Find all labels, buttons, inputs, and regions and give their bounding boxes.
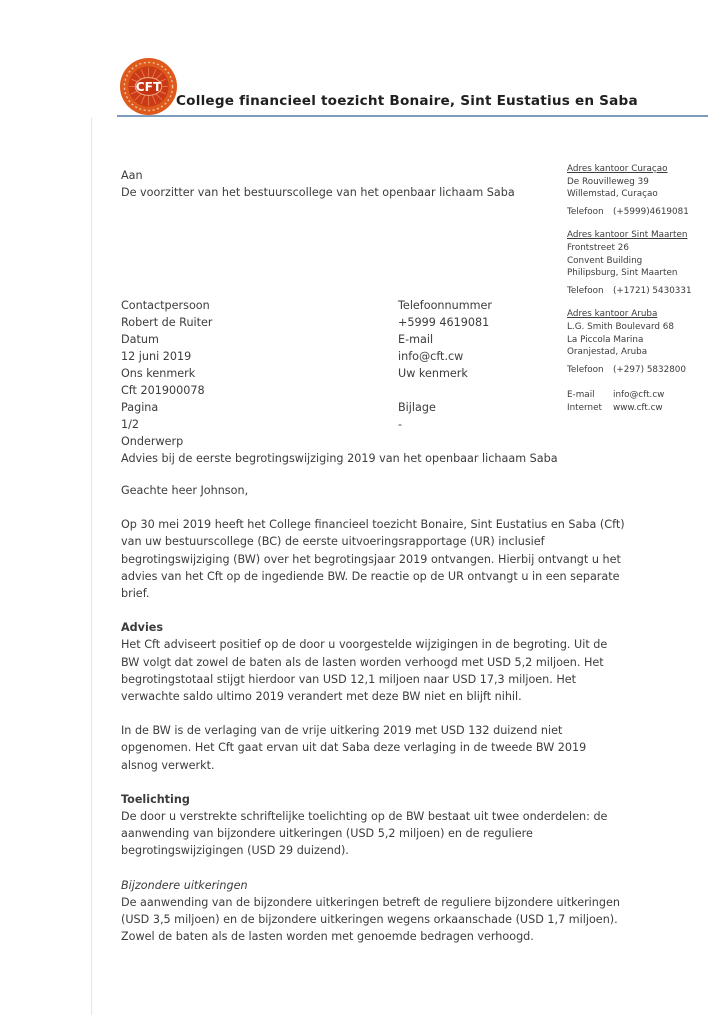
office-address-line: L.G. Smith Boulevard 68	[567, 321, 675, 332]
meta-label: Ons kenmerk	[121, 367, 196, 380]
email-label: E-mail	[567, 390, 595, 401]
office-address-line: Frontstreet 26	[567, 242, 629, 253]
subject-label: Onderwerp	[121, 435, 184, 448]
section-heading-toelichting: Toelichting	[121, 792, 190, 806]
meta-value: 1/2	[121, 418, 140, 431]
meta-label: Uw kenmerk	[398, 367, 468, 380]
meta-value: +5999 4619081	[398, 316, 490, 329]
phone-value: (+1721) 5430331	[613, 285, 692, 296]
section-heading-advies: Advies	[121, 621, 164, 635]
office-address-line: Willemstad, Curaçao	[567, 189, 658, 200]
phone-value: (+5999)4619081	[613, 206, 689, 217]
recipient-label: Aan	[121, 169, 143, 182]
office-phone	[567, 206, 719, 219]
internet-label: Internet	[567, 402, 602, 413]
meta-value: -	[398, 418, 403, 431]
meta-right-column	[398, 297, 621, 433]
meta-label: Telefoonnummer	[398, 299, 492, 312]
recipient-line: De voorzitter van het bestuurscollege van het openbaar lichaam Saba	[121, 186, 515, 199]
phone-value: (+297) 5832800	[613, 364, 686, 375]
paragraph-advies: Het Cft adviseert positief op de door u voorgestelde wijzigingen in de begroting. Uit de BW volgt dat zowel de baten als de lasten worden verhoogd met USD 5,2 miljoen. Het begrotingstotaal stijgt hierdoor van USD 12,1 miljoen naar USD 17,3 miljoen. Het verwachte saldo ultimo 2019 verandert met deze BW niet en blijft nihil.	[121, 638, 608, 704]
letter-meta-block	[121, 297, 621, 467]
cft-logo-icon	[119, 57, 178, 116]
office-heading: Adres kantoor Curaçao	[567, 164, 668, 174]
meta-label: Bijlage	[398, 401, 436, 414]
phone-label: Telefoon	[567, 364, 604, 375]
meta-value: info@cft.cw	[398, 350, 464, 363]
office-address-line: Convent Building	[567, 255, 643, 266]
office-address-line: La Piccola Marina	[567, 334, 644, 345]
meta-label: Contactpersoon	[121, 299, 210, 312]
salutation: Geachte heer Johnson,	[121, 484, 249, 497]
office-curacao	[567, 163, 719, 218]
paragraph-vrije-uitkering: In de BW is de verlaging van de vrije uitkering 2019 met USD 132 duizend niet opgenomen. Het Cft gaat ervan uit dat Saba deze verlaging in de tweede BW 2019 alsnog verwerkt.	[121, 724, 587, 772]
meta-value: Robert de Ruiter	[121, 316, 213, 329]
subject-line: Advies bij de eerste begrotingswijziging 2019 van het openbaar lichaam Saba	[121, 452, 558, 465]
office-phone	[567, 285, 719, 298]
meta-left-column	[121, 297, 398, 433]
office-heading: Adres kantoor Aruba	[567, 309, 658, 320]
email-value: info@cft.cw	[613, 390, 665, 401]
meta-label: E-mail	[398, 333, 434, 346]
meta-value: Cft 201900078	[121, 384, 205, 397]
recipient-block	[121, 167, 515, 201]
office-address-line: Oranjestad, Aruba	[567, 347, 648, 358]
internet-value: www.cft.cw	[613, 402, 663, 413]
paragraph-bijzondere-uitkeringen: De aanwending van de bijzondere uitkeringen betreft de reguliere bijzondere uitkeringen (USD 3,5 miljoen) en de bijzondere uitkeringen wegens orkaanschade (USD 1,7 miljoen). Zowel de baten als de lasten worden met genoemde bedragen verhoogd.	[121, 895, 620, 944]
phone-label: Telefoon	[567, 285, 604, 296]
meta-label: Datum	[121, 333, 159, 346]
meta-value: 12 juni 2019	[121, 350, 192, 363]
svg-text:CFT: CFT	[135, 79, 162, 94]
letter-body	[121, 482, 626, 962]
page-title: College financieel toezicht Bonaire, Sint Eustatius en Saba	[176, 93, 638, 109]
meta-label: Pagina	[121, 401, 159, 414]
meta-value	[398, 382, 621, 399]
header-rule	[117, 115, 708, 117]
subsection-heading-bijzondere-uitkeringen: Bijzondere uitkeringen	[121, 878, 248, 892]
office-heading: Adres kantoor Sint Maarten	[567, 230, 688, 241]
phone-label: Telefoon	[567, 206, 604, 217]
paragraph-intro: Op 30 mei 2019 heeft het College financieel toezicht Bonaire, Sint Eustatius en Saba (Cft) van uw bestuurscollege (BC) de eerste uitvoeringsrapportage (UR) inclusief begrotingswijziging (BW) over het begrotingsjaar 2019 ontvangen. Hierbij ontvangt u het advies van het Cft op de ingediende BW. De reactie op de UR ontvangt u in een separate brief.	[121, 518, 625, 601]
paragraph-toelichting: De door u verstrekte schriftelijke toelichting op de BW bestaat uit twee onderdelen: de aanwending van bijzondere uitkeringen (USD 5,2 miljoen) en de reguliere begrotingswijzigingen (USD 29 duizend).	[121, 810, 608, 858]
office-address-line: Philipsburg, Sint Maarten	[567, 268, 678, 279]
office-sint-maarten	[567, 229, 719, 297]
office-address-line: De Rouvilleweg 39	[567, 176, 649, 187]
page-edge-line	[91, 118, 92, 1015]
